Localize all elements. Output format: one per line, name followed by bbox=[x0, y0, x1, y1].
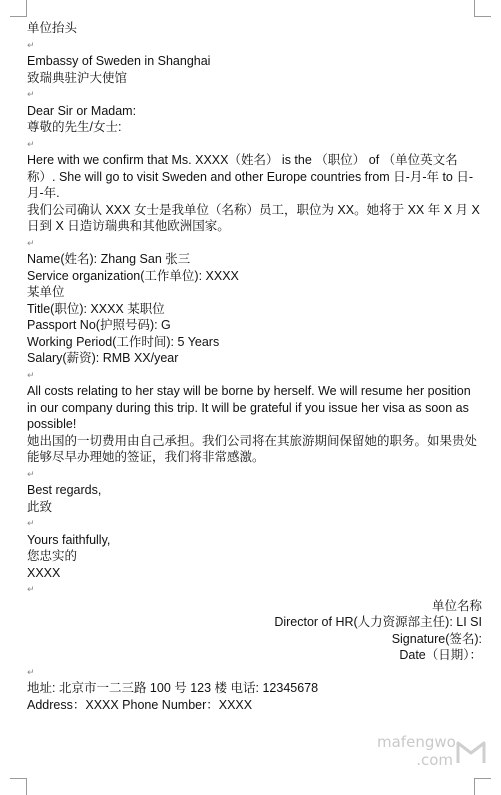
body-zh: 我们公司确认 XXX 女士是我单位（名称）员工，职位为 XX。她将于 XX 年 X 月 X 日到 X 日造访瑞典和其他欧洲国家。 bbox=[27, 202, 480, 233]
detail-passport: Passport No(护照号码): G bbox=[27, 318, 171, 332]
watermark-line1: mafengwo bbox=[377, 733, 456, 751]
closing-en: Yours faithfully, bbox=[27, 532, 111, 547]
paragraph-mark: ↵ bbox=[27, 89, 35, 99]
paragraph-mark: ↵ bbox=[27, 584, 35, 594]
address-zh: 地址: 北京市一二三路 100 号 123 楼 电话: 12345678 bbox=[27, 681, 319, 695]
detail-organization-zh: 某单位 bbox=[27, 285, 65, 299]
costs-en: All costs relating to her stay will be borne by herself. We will resume her position in our company during this trip. It will be grateful if you issue her visa as soon as possible! bbox=[27, 384, 471, 431]
crop-mark-bottom-left bbox=[10, 778, 27, 795]
paragraph-mark: ↵ bbox=[27, 666, 35, 677]
detail-title: Title(职位): XXXX 某职位 bbox=[27, 301, 165, 316]
paragraph-mark: ↵ bbox=[27, 39, 35, 50]
recipient-en: Embassy of Sweden in Shanghai bbox=[27, 54, 211, 68]
detail-salary: Salary(薪资): RMB XX/year bbox=[27, 351, 179, 365]
letterhead: 单位抬头 bbox=[27, 21, 78, 35]
detail-organization: Service organization(工作单位): XXXX bbox=[27, 268, 239, 283]
paragraph-mark: ↵ bbox=[27, 237, 35, 248]
detail-working-period: Working Period(工作时间): 5 Years bbox=[27, 334, 220, 349]
watermark bbox=[377, 733, 487, 777]
regards-en: Best regards, bbox=[27, 483, 102, 497]
crop-mark-top-left bbox=[10, 0, 27, 17]
paragraph-mark: ↵ bbox=[27, 138, 35, 149]
paragraph-mark: ↵ bbox=[27, 369, 35, 380]
costs-zh: 她出国的一切费用由自己承担。我们公司将在其旅游期间保留她的职务。如果贵处能够尽早办理她的签证，我们将非常感激。 bbox=[27, 433, 478, 464]
signature-director: Director of HR(人力资源部主任): LI SI bbox=[274, 615, 482, 629]
closing-name: XXXX bbox=[27, 565, 61, 580]
recipient-zh: 致瑞典驻沪大使馆 bbox=[27, 70, 128, 85]
crop-mark-bottom-right bbox=[474, 778, 491, 795]
crop-mark-top-right bbox=[474, 0, 491, 17]
paragraph-mark: ↵ bbox=[27, 518, 35, 528]
signature-date: Date（日期）： bbox=[399, 648, 482, 662]
document-body[interactable] bbox=[27, 20, 482, 713]
paragraph-mark: ↵ bbox=[27, 468, 35, 479]
detail-name: Name(姓名): Zhang San 张三 bbox=[27, 252, 191, 266]
salutation-en: Dear Sir or Madam: bbox=[27, 103, 137, 118]
mafengwo-logo-icon bbox=[455, 737, 487, 767]
watermark-line2: .com bbox=[416, 751, 453, 769]
signature-organization: 单位名称 bbox=[431, 598, 482, 613]
salutation-zh: 尊敬的先生/女士: bbox=[27, 120, 122, 134]
closing-zh: 您忠实的 bbox=[27, 549, 78, 563]
address-en: Address：XXXX Phone Number：XXXX bbox=[27, 697, 253, 712]
body-en: Here with we confirm that Ms. XXXX（姓名） is the （职位） of （单位英文名称）. She will go to visit Sweden and other Europe countries from 日-月-年 to 日-月-年. bbox=[27, 153, 474, 200]
signature-line: Signature(签名): bbox=[391, 631, 482, 646]
regards-zh: 此致 bbox=[27, 499, 53, 514]
